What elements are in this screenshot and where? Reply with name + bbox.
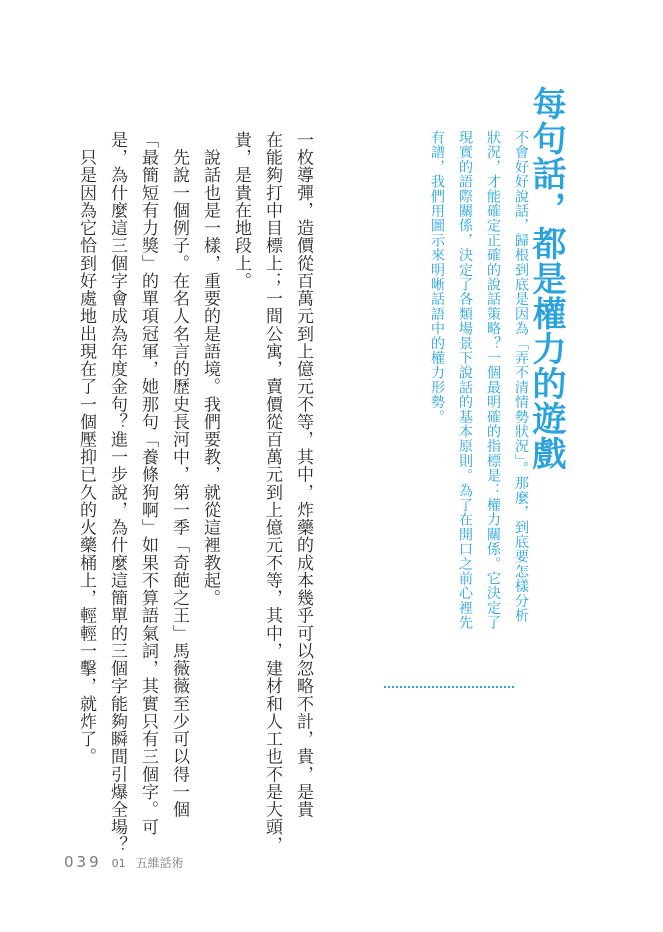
body-line-1: 一枚導彈，造價從百萬元到上億元不等，其中，炸藥的成本幾乎可以忽略不計，貴，是貴 <box>293 131 313 819</box>
page-footer <box>64 853 184 871</box>
body-line-5: 先說一個例子。在名人名言的歷史長河中，第一季「奇葩之王」馬薇薇至少可以得一個 <box>169 131 189 819</box>
intro-line-3: 現實的語際關係，決定了各類場景下說話的基本原則。為了在開口之前心裡先 <box>457 130 473 630</box>
body-line-7: 是，為什麼這三個字會成為年度金句？進一步說，為什麼這簡單的三個字能夠瞬間引爆全場？ <box>107 131 127 854</box>
intro-line-1: 不會好好說話，歸根到底是因為「弄不清情勢狀況」。那麼，到底要怎樣分析 <box>513 130 529 623</box>
intro-divider <box>384 686 514 688</box>
body-line-3: 貴，是貴在地段上。 <box>231 131 251 290</box>
page-number: 039 <box>64 853 102 871</box>
chapter-number: 01 <box>111 857 126 870</box>
body-line-6: 「最簡短有力獎」的單項冠軍，她那句「養條狗啊」如果不算語氣詞，其實只有三個字。可 <box>138 131 158 836</box>
chapter-title: 五維話術 <box>135 856 184 870</box>
chapter-section-title: 每句話，都是權力的遊戲 <box>526 86 566 471</box>
intro-line-2: 狀況，才能確定正確的說話策略？一個最明確的指標是：權力關係。它決定了 <box>485 130 501 630</box>
body-line-2: 在能夠打中目標上；一間公寓，賣價從百萬元到上億元不等，其中，建材和人工也不是大頭， <box>262 131 282 854</box>
body-line-4: 說話也是一樣，重要的是語境。我們要教，就從這裡教起。 <box>200 131 220 607</box>
body-line-8: 只是因為它恰到好處地出現在了一個壓抑已久的火藥桶上，輕輕一擊，就炸了。 <box>76 131 96 766</box>
intro-line-4: 有譜，我們用圖示來明晰話語中的權力形勢。 <box>429 130 445 424</box>
